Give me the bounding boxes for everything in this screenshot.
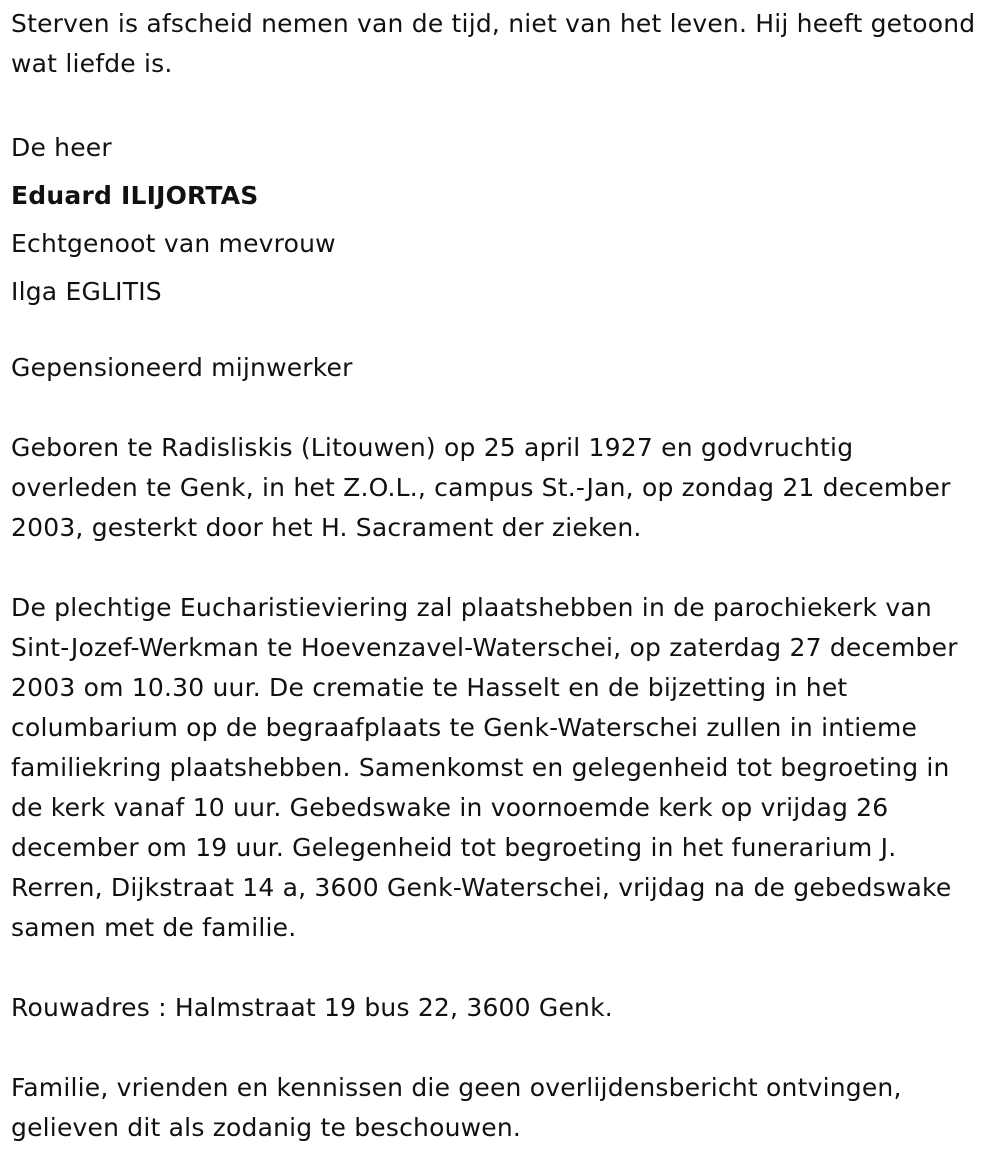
mourning-address: Rouwadres : Halmstraat 19 bus 22, 3600 Genk.: [11, 993, 613, 1022]
spacer: [11, 84, 986, 124]
spacer: [11, 388, 986, 428]
spacer: [11, 948, 986, 988]
birth-death-paragraph: Geboren te Radisliskis (Litouwen) op 25 april 1927 en godvruchtig overleden te Genk, in het Z.O.L., campus St.-Jan, op zondag 21 december 2003, gesterkt door het H. Sacrament der zieken.: [11, 433, 951, 542]
motto-text: Sterven is afscheid nemen van de tijd, niet van het leven. Hij heeft getoond wat liefde is.: [11, 9, 976, 78]
spacer: [11, 548, 986, 588]
closing-paragraph: Familie, vrienden en kennissen die geen overlijdensbericht ontvingen, gelieven dit als zodanig te beschouwen.: [11, 1073, 902, 1142]
obituary-notice: [11, 4, 986, 1148]
salutation-text: De heer: [11, 133, 112, 162]
spouse-line: Echtgenoot van mevrouw: [11, 229, 336, 258]
ceremony-paragraph: De plechtige Eucharistieviering zal plaatshebben in de parochiekerk van Sint-Jozef-Werkman te Hoevenzavel-Waterschei, op zaterdag 27 december 2003 om 10.30 uur. De crematie te Hasselt en de bijzetting in het columbarium op de begraafplaats te Genk-Waterschei zullen in intieme familiekring plaatshebben. Samenkomst en gelegenheid tot begroeting in de kerk vanaf 10 uur. Gebedswake in voornoemde kerk op vrijdag 26 december om 19 uur. Gelegenheid tot begroeting in het funerarium J. Rerren, Dijkstraat 14 a, 3600 Genk-Waterschei, vrijdag na de gebedswake samen met de familie.: [11, 593, 958, 942]
spouse-name: Ilga EGLITIS: [11, 277, 162, 306]
spacer: [11, 1028, 986, 1068]
spacer: [11, 316, 986, 348]
deceased-name: Eduard ILIJORTAS: [11, 181, 259, 210]
occupation-text: Gepensioneerd mijnwerker: [11, 353, 353, 382]
